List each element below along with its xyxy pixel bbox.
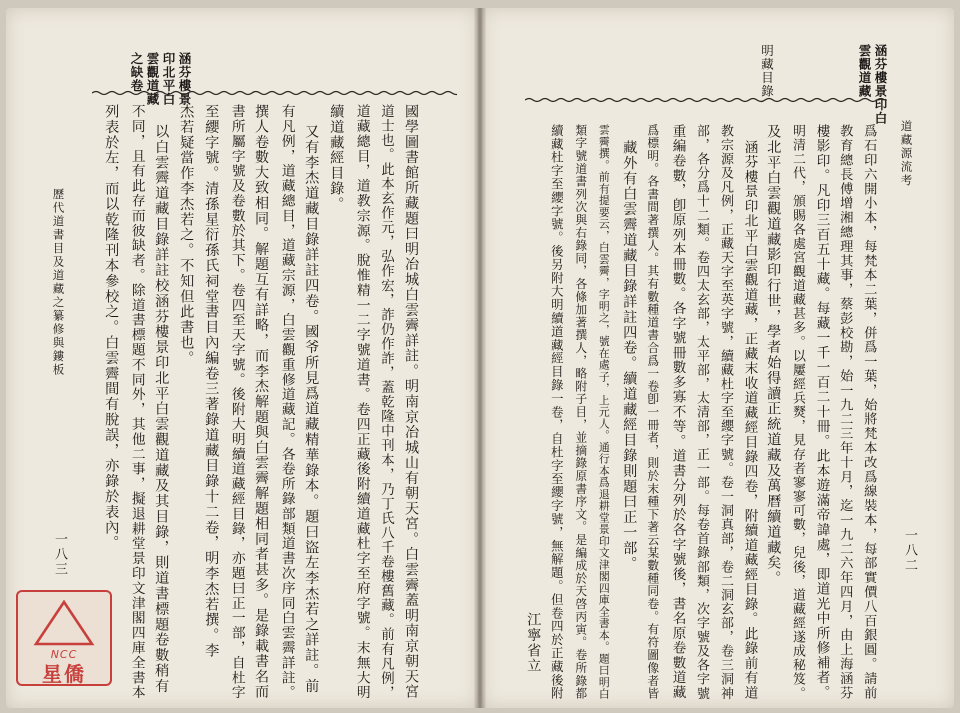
- right-col-5: 及北平白雲觀道藏影印行世，學者始得讀正統道藏及萬曆續道藏矣。: [765, 124, 782, 586]
- left-col-6: 有凡例，道藏總目，道藏宗源，白雲觀重修道藏記。各卷所錄部類道書次序同白雲霽詳註。: [278, 104, 295, 700]
- stamp-chinese-text: 星僑: [42, 662, 86, 686]
- right-col-15: 江寧省立: [525, 612, 542, 674]
- right-col-2: 教育總長傅增湘總理其事，蔡彭校勘，始一九二三年十月，迄一九二六年四月，由上海涵芬: [837, 124, 853, 700]
- right-col-8: 部，各分爲十二類。卷四太玄部，太平部，太清部，正一部。每卷首錄部類，次字號及各字號: [693, 124, 709, 701]
- ncc-stamp: [16, 590, 112, 686]
- right-col-1: 爲石印六開小本，每梵本二葉，併爲一葉，始將梵本改爲線裝本，每部實價八百銀圓。請前: [861, 124, 877, 700]
- left-col-8: 書所屬字號及卷數於其下。卷四至天字號。後附大明續道藏經目錄，亦題曰正一部，自杜字: [228, 104, 245, 700]
- left-col-12: 不同，且有此存而彼缺者。除道書標題不同外，其他二事，擬退耕堂景印文津閣四庫全書本: [128, 104, 145, 700]
- stamp-latin-text: NCC: [50, 648, 78, 661]
- right-col-14: 續藏杜字至纓字號。後另附大明續道藏經目錄一卷，自杜字至纓字號，無解題。但卷四於正藏後附: [549, 124, 564, 701]
- right-col-13: 類字號道書列次與右錄同，各條加著撰人，略附子目，並摘錄原書序文。是編成於天啓丙寅。卷所錄都: [573, 124, 588, 700]
- left-col-13: 列表於左，而以乾隆刊本參校之。白雲霽間有脫誤，亦錄於表內。: [103, 104, 120, 551]
- right-side-heading: 涵芬樓景印白雲觀道藏: [857, 44, 888, 125]
- left-col-9: 至纓字號。清孫星衍孫氏祠堂書目內編卷三著錄道藏目錄十二卷，明李杰若撰。李: [203, 104, 220, 659]
- right-running-header: 道藏源流考: [899, 120, 914, 188]
- left-col-5: 又有李杰道藏目錄詳註四卷。國爷所見爲道藏精華錄本。題曰盜左李杰若之詳註。前: [303, 124, 320, 694]
- left-col-11: 以白雲霽道藏目錄詳註校涵芬樓景印北平白雲觀道藏及其目錄，則道書標題卷數稍有: [153, 124, 170, 694]
- right-page-number: 一八二: [902, 528, 917, 573]
- left-col-7: 撰人卷數大致相同。解題互有詳略，而李杰解題與白雲霽解題相同者甚多。是錄載書名而: [253, 104, 270, 700]
- left-col-10: 杰若疑當作李杰若之。不知但此書也。: [178, 104, 195, 366]
- right-col-10: 爲標明。各書間著撰人。其有數種道書合爲一卷卽一冊者，則於末種下著云某數種同卷。有符圖像者皆: [645, 124, 660, 700]
- left-col-1: 國學圖書館所藏題曰明冶城白雲霽詳註。明南京冶城山有朝天宮。白雲霽蓋明南京朝天宮: [403, 104, 420, 700]
- left-wavy-rule: [92, 90, 457, 96]
- left-side-heading: 涵芬樓景印北平白雲觀道藏之缺卷: [129, 52, 192, 106]
- left-col-4: 續道藏經目錄。: [328, 104, 345, 212]
- book-gutter: [474, 8, 486, 708]
- left-col-3: 道藏總目，道教宗源。脫惟精一二字號道書。卷四正藏後附續道藏杜字至府字號。末無大明: [353, 104, 370, 700]
- right-col-7: 教宗源及凡例，正藏天字至英字號，續藏杜字至纓字號。卷一洞真部，卷二洞玄部，卷三洞神: [717, 124, 733, 701]
- right-col-6: 涵芬樓景印北平白雲觀道藏，正藏末收道藏經目錄四卷，附續道藏經目錄。此錄前有道: [741, 140, 758, 701]
- left-col-2: 道士也。此本玄作元，弘作宏，詐仍作詐，蓋乾隆中刊本，乃丁氏八千卷樓舊藏。前有凡例，: [378, 104, 394, 701]
- right-col-4: 明清二代，頒賜各處宮觀道藏甚多。以屢經兵燹，見存者寥寥可數，兒後，道藏經遂成秘笈。: [789, 124, 805, 701]
- right-col-12: 雲霽撰。前有提要云，白雲霽，字明之，號在處子，上元人。通行本爲退耕堂景印文津閣四庫全書本。題曰明白: [597, 124, 611, 700]
- right-col-9: 重編卷數，卽原列本冊數。各字號冊數多寡不等。道書分列於各字號後，書名原卷數道藏: [669, 124, 686, 700]
- left-page-number: 一八三: [52, 532, 67, 577]
- right-col-3: 樓影印。凡印三百五十藏。每藏一千一百二十冊。此本遊滿帝諱處，即道光中所修補者。: [813, 124, 830, 700]
- right-col-11: 藏外有白雲霽道藏目錄詳註四卷。續道藏經目錄則題曰正一部。: [621, 140, 638, 572]
- right-section-label: 明藏目錄: [759, 44, 775, 98]
- left-running-header: 歷代道書目及道藏之纂修與鏤板: [51, 188, 66, 377]
- right-wavy-rule: [525, 97, 885, 103]
